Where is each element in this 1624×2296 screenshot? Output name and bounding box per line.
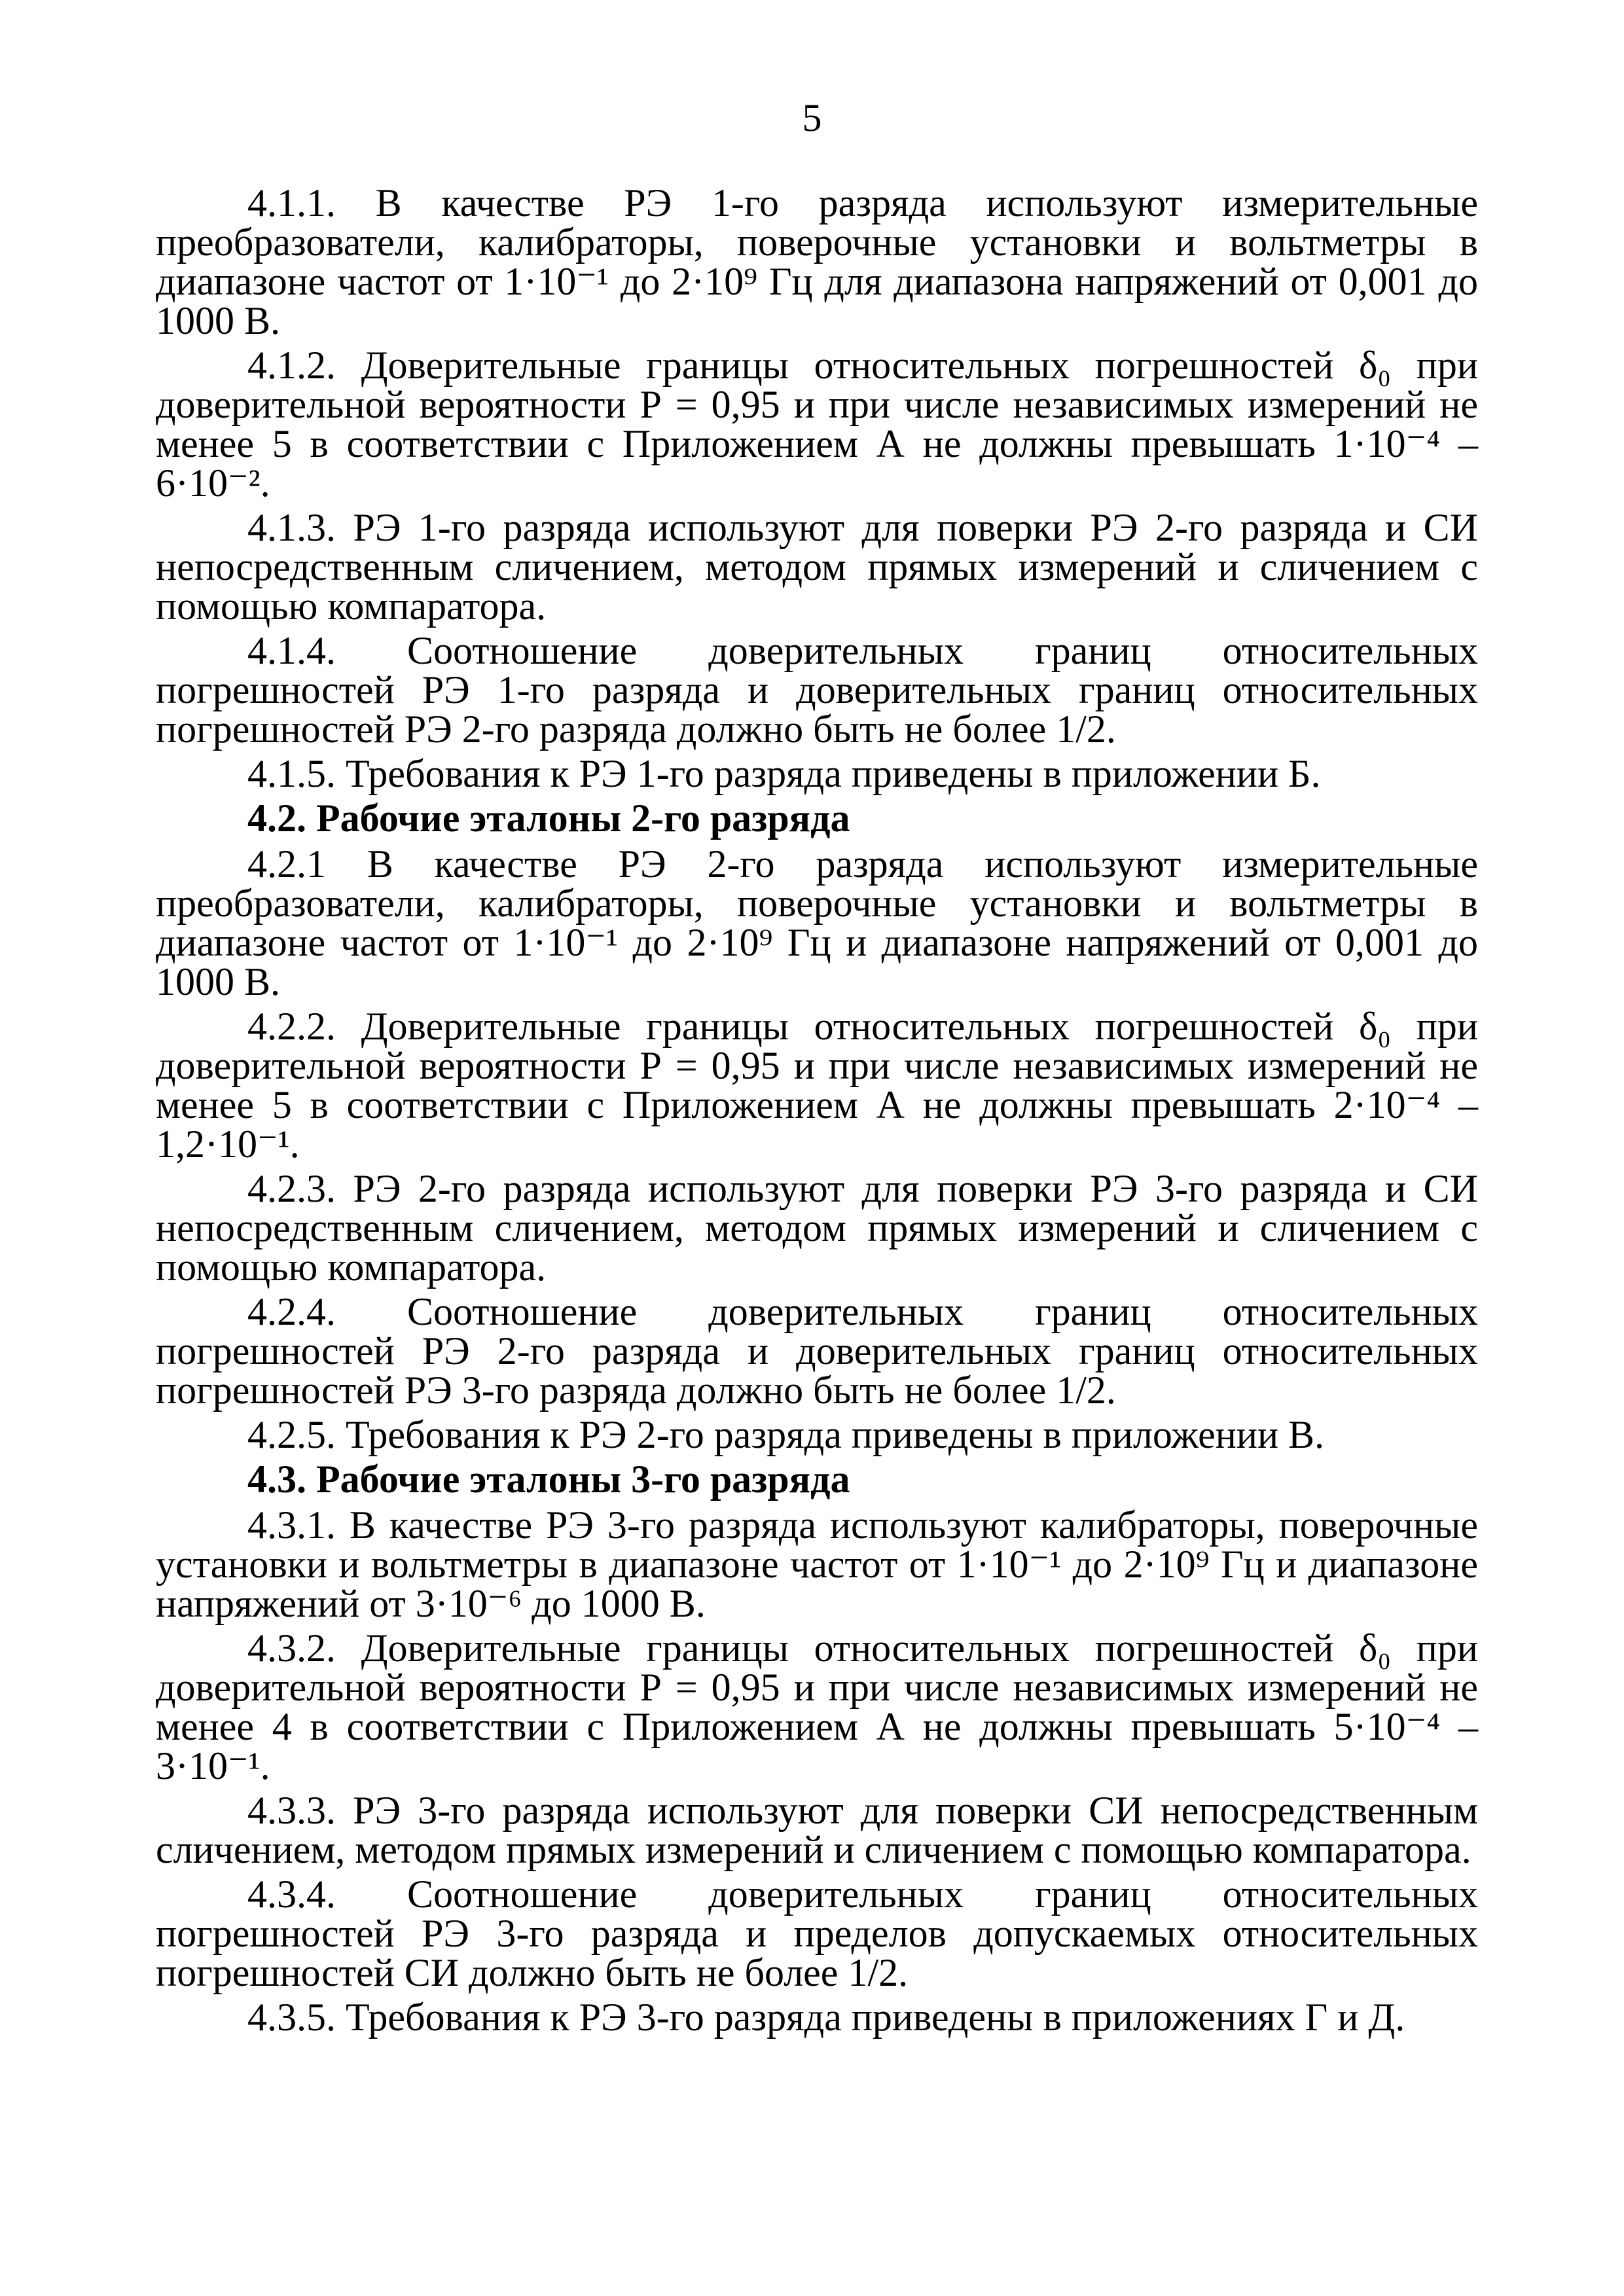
paragraph-4-1-2: 4.1.2. Доверительные границы относительных погрешностей δ₀ при доверительной вероятности Р = 0,95 и при числе независимых измерений не менее 5 в соответствии с Приложением А не должны превышать 1·10⁻⁴ – 6·10⁻². <box>156 344 1478 505</box>
paragraph-4-3-5: 4.3.5. Требования к РЭ 3-го разряда приведены в приложениях Г и Д. <box>247 1996 1405 2039</box>
paragraph-4-1-1: 4.1.1. В качестве РЭ 1-го разряда используют измерительные преобразователи, калибраторы, поверочные установки и вольтметры в диапазоне частот от 1·10⁻¹ до 2·10⁹ Гц для диапазона напряжений от 0,001 до 1000 В. <box>156 181 1478 342</box>
paragraph-4-1-4: 4.1.4. Соотношение доверительных границ относительных погрешностей РЭ 1-го разряда и доверительных границ относительных погрешностей РЭ 2-го разряда должно быть не более 1/2. <box>156 629 1478 751</box>
paragraph-4-3-4: 4.3.4. Соотношение доверительных границ относительных погрешностей РЭ 3-го разряда и пределов допускаемых относительных погрешностей СИ должно быть не более 1/2. <box>156 1873 1478 1994</box>
paragraph-4-1-3: 4.1.3. РЭ 1-го разряда используют для поверки РЭ 2-го разряда и СИ непосредственным сличением, методом прямых измерений и сличением с помощью компаратора. <box>156 506 1478 628</box>
paragraph-4-2-4: 4.2.4. Соотношение доверительных границ относительных погрешностей РЭ 2-го разряда и доверительных границ относительных погрешностей РЭ 3-го разряда должно быть не более 1/2. <box>156 1290 1478 1412</box>
paragraph-4-2-3: 4.2.3. РЭ 2-го разряда используют для поверки РЭ 3-го разряда и СИ непосредственным сличением, методом прямых измерений и сличением с помощью компаратора. <box>156 1167 1478 1289</box>
paragraph-4-1-5: 4.1.5. Требования к РЭ 1-го разряда приведены в приложении Б. <box>247 752 1321 795</box>
paragraph-4-3-2: 4.3.2. Доверительные границы относительных погрешностей δ₀ при доверительной вероятности Р = 0,95 и при числе независимых измерений не менее 4 в соответствии с Приложением А не должны превышать 5·10⁻⁴ – 3·10⁻¹. <box>156 1626 1478 1787</box>
section-heading-4-2: 4.2. Рабочие эталоны 2-го разряда <box>247 797 850 840</box>
document-body <box>156 183 1478 2042</box>
paragraph-4-2-5: 4.2.5. Требования к РЭ 2-го разряда приведены в приложении В. <box>247 1413 1325 1456</box>
section-heading-4-3: 4.3. Рабочие эталоны 3-го разряда <box>247 1458 850 1501</box>
paragraph-4-3-3: 4.3.3. РЭ 3-го разряда используют для поверки СИ непосредственным сличением, методом прямых измерений и сличением с помощью компаратора. <box>156 1789 1478 1871</box>
page-number: 5 <box>802 96 822 139</box>
paragraph-4-2-2: 4.2.2. Доверительные границы относительных погрешностей δ₀ при доверительной вероятности Р = 0,95 и при числе независимых измерений не менее 5 в соответствии с Приложением А не должны превышать 2·10⁻⁴ – 1,2·10⁻¹. <box>156 1005 1478 1166</box>
paragraph-4-3-1: 4.3.1. В качестве РЭ 3-го разряда используют калибраторы, поверочные установки и вольтметры в диапазоне частот от 1·10⁻¹ до 2·10⁹ Гц и диапазоне напряжений от 3·10⁻⁶ до 1000 В. <box>156 1503 1478 1625</box>
paragraph-4-2-1: 4.2.1 В качестве РЭ 2-го разряда используют измерительные преобразователи, калибраторы, поверочные установки и вольтметры в диапазоне частот от 1·10⁻¹ до 2·10⁹ Гц и диапазоне напряжений от 0,001 до 1000 В. <box>156 842 1478 1003</box>
